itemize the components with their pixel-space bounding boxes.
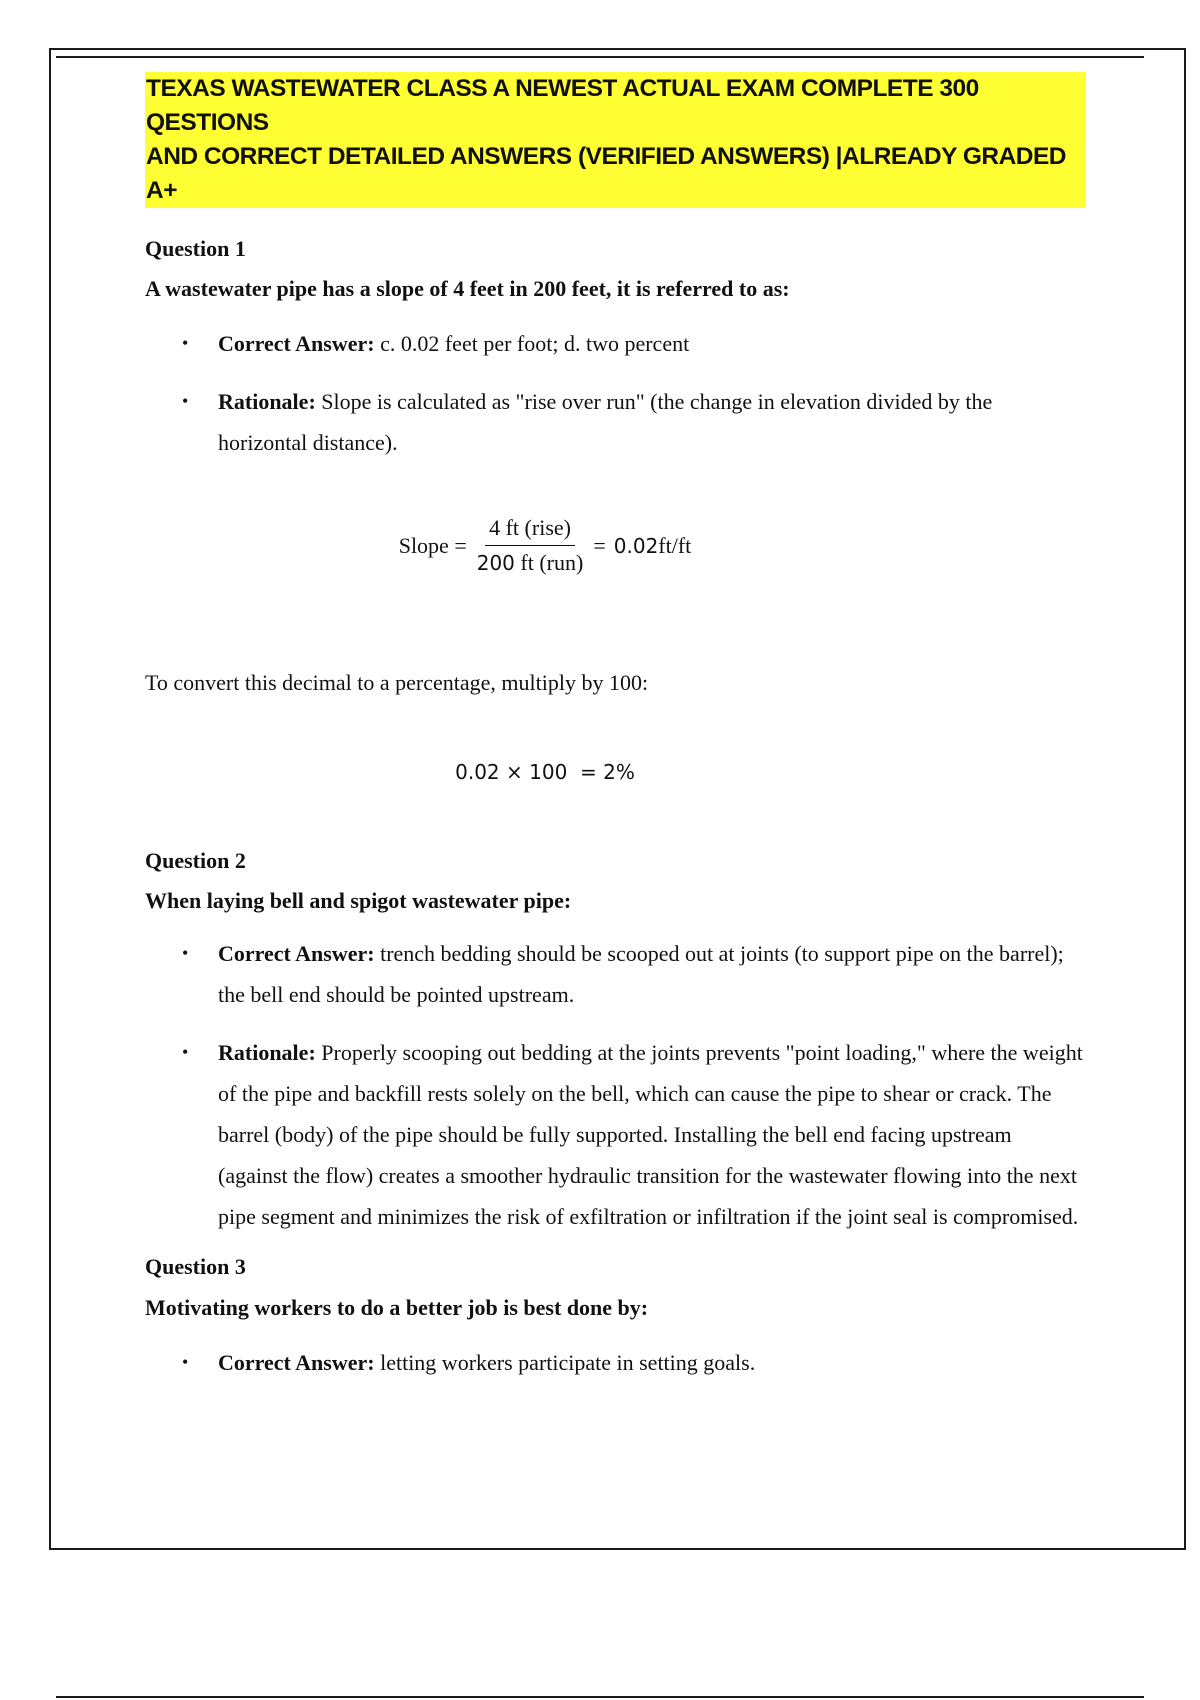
rationale-label: Rationale:	[218, 389, 316, 414]
question-3-answers	[145, 1342, 1085, 1383]
bullet-icon: •	[182, 391, 189, 411]
formula-fraction	[473, 515, 588, 576]
correct-answer-text: letting workers participate in setting goals.	[374, 1350, 756, 1375]
bottom-rule	[56, 1696, 1144, 1698]
question-3-correct-answer	[145, 1342, 1085, 1383]
question-2-text: When laying bell and spigot wastewater pipe:	[145, 888, 572, 913]
formula-denominator-unit: ft (run)	[514, 550, 584, 575]
document-content	[145, 72, 1085, 1383]
formula-lhs: Slope =	[398, 532, 467, 558]
bullet-icon: •	[182, 1352, 189, 1372]
question-3-text: Motivating workers to do a better job is best done by:	[145, 1295, 649, 1320]
formula-result-value: 0.02	[613, 533, 659, 558]
question-2-heading: Question 2	[145, 848, 246, 873]
rationale-text: Properly scooping out bedding at the joints prevents "point loading," where the weight of the pipe and backfill rests solely on the bell, which can cause the pipe to shear or crack. The barrel (body) of the pipe should be fully supported. Installing the bell end facing upstream (against the flow) creates a smoother hydraulic transition for the wastewater flowing into the next pipe segment and minimizes the risk of exfiltration or infiltration if the joint seal is compromised.	[218, 1040, 1083, 1229]
formula-denominator-number: 200	[476, 551, 515, 575]
question-2-correct-answer	[145, 933, 1085, 1015]
question-2-answers	[145, 933, 1085, 1237]
correct-answer-text: c. 0.02 feet per foot; d. two percent	[374, 331, 690, 356]
bullet-icon: •	[182, 1042, 189, 1062]
document-title	[145, 72, 1085, 208]
question-1-rationale	[145, 381, 1085, 463]
slope-formula	[5, 515, 1085, 576]
correct-answer-label: Correct Answer:	[218, 331, 375, 356]
rationale-label: Rationale:	[218, 1040, 316, 1065]
question-1-correct-answer	[145, 323, 1085, 364]
question-1-answers	[145, 323, 1085, 463]
rationale-text: Slope is calculated as "rise over run" (the change in elevation divided by the horizontal distance).	[218, 389, 993, 455]
bullet-icon: •	[182, 943, 189, 963]
formula-numerator: 4 ft (rise)	[485, 515, 575, 546]
percentage-formula: 0.02 × 100 = 2%	[455, 760, 635, 784]
question-2-rationale	[145, 1032, 1085, 1237]
top-rule	[56, 56, 1144, 58]
question-3-heading: Question 3	[145, 1254, 246, 1279]
correct-answer-label: Correct Answer:	[218, 941, 375, 966]
question-1-heading: Question 1	[145, 236, 246, 261]
bullet-icon: •	[182, 333, 189, 353]
correct-answer-text: trench bedding should be scooped out at joints (to support pipe on the barrel); the bell end should be pointed upstream.	[218, 941, 1064, 1007]
formula-result-unit: ft/ft	[658, 532, 692, 558]
formula-denominator	[473, 546, 588, 576]
question-1-text: A wastewater pipe has a slope of 4 feet in 200 feet, it is referred to as:	[145, 276, 790, 301]
document-title-line1: TEXAS WASTEWATER CLASS A NEWEST ACTUAL EXAM COMPLETE 300 QESTIONS	[145, 72, 1085, 140]
conversion-text: To convert this decimal to a percentage, multiply by 100:	[145, 670, 649, 695]
formula-equals: =	[593, 532, 606, 558]
correct-answer-label: Correct Answer:	[218, 1350, 375, 1375]
document-title-line2: AND CORRECT DETAILED ANSWERS (VERIFIED ANSWERS) |ALREADY GRADED A+	[145, 140, 1085, 208]
